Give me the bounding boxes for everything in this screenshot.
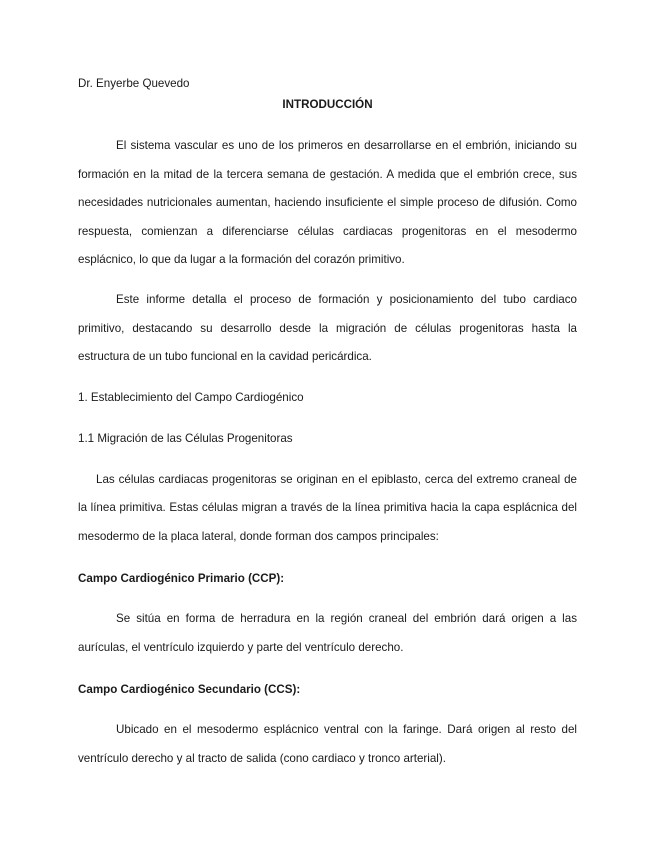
subsection-heading: 1.1 Migración de las Células Progenitoras xyxy=(78,432,293,445)
paragraph-line: mesodermo de la placa lateral, donde forman dos campos principales: xyxy=(78,530,439,543)
paragraph-line: Ubicado en el mesodermo esplácnico ventral con la faringe. Dará origen al resto del xyxy=(116,723,577,736)
paragraph-line: Este informe detalla el proceso de formación y posicionamiento del tubo cardiaco xyxy=(116,293,577,306)
paragraph-line: respuesta, comienzan a diferenciarse células cardiacas progenitoras en el mesodermo xyxy=(78,225,577,238)
paragraph-line: ventrículo derecho y al tracto de salida (cono cardiaco y tronco arterial). xyxy=(78,752,446,765)
paragraph-line: aurículas, el ventrículo izquierdo y parte del ventrículo derecho. xyxy=(78,641,404,654)
paragraph-line: la línea primitiva. Estas células migran a través de la línea primitiva hacia la capa esplácnica del xyxy=(78,501,577,514)
author-line: Dr. Enyerbe Quevedo xyxy=(78,77,190,90)
paragraph-line: esplácnico, lo que da lugar a la formación del corazón primitivo. xyxy=(78,253,405,266)
paragraph-line: necesidades nutricionales aumentan, haciendo insuficiente el simple proceso de difusión. Como xyxy=(78,196,577,209)
ccp-heading: Campo Cardiogénico Primario (CCP): xyxy=(78,572,285,585)
paragraph-line: Se sitúa en forma de herradura en la región craneal del embrión dará origen a las xyxy=(116,612,577,625)
ccs-heading: Campo Cardiogénico Secundario (CCS): xyxy=(78,683,301,696)
section-heading: 1. Establecimiento del Campo Cardiogénico xyxy=(78,391,304,404)
paragraph-line: formación en la mitad de la tercera semana de gestación. A medida que el embrión crece, sus xyxy=(78,168,577,181)
paragraph-line: Las células cardiacas progenitoras se originan en el epiblasto, cerca del extremo craneal de xyxy=(96,473,577,486)
paragraph-line: El sistema vascular es uno de los primeros en desarrollarse en el embrión, iniciando su xyxy=(116,139,577,152)
paragraph-line: primitivo, destacando su desarrollo desde la migración de células progenitoras hasta la xyxy=(78,322,577,335)
page-title: INTRODUCCIÓN xyxy=(282,98,373,111)
paragraph-line: estructura de un tubo funcional en la cavidad pericárdica. xyxy=(78,350,372,363)
